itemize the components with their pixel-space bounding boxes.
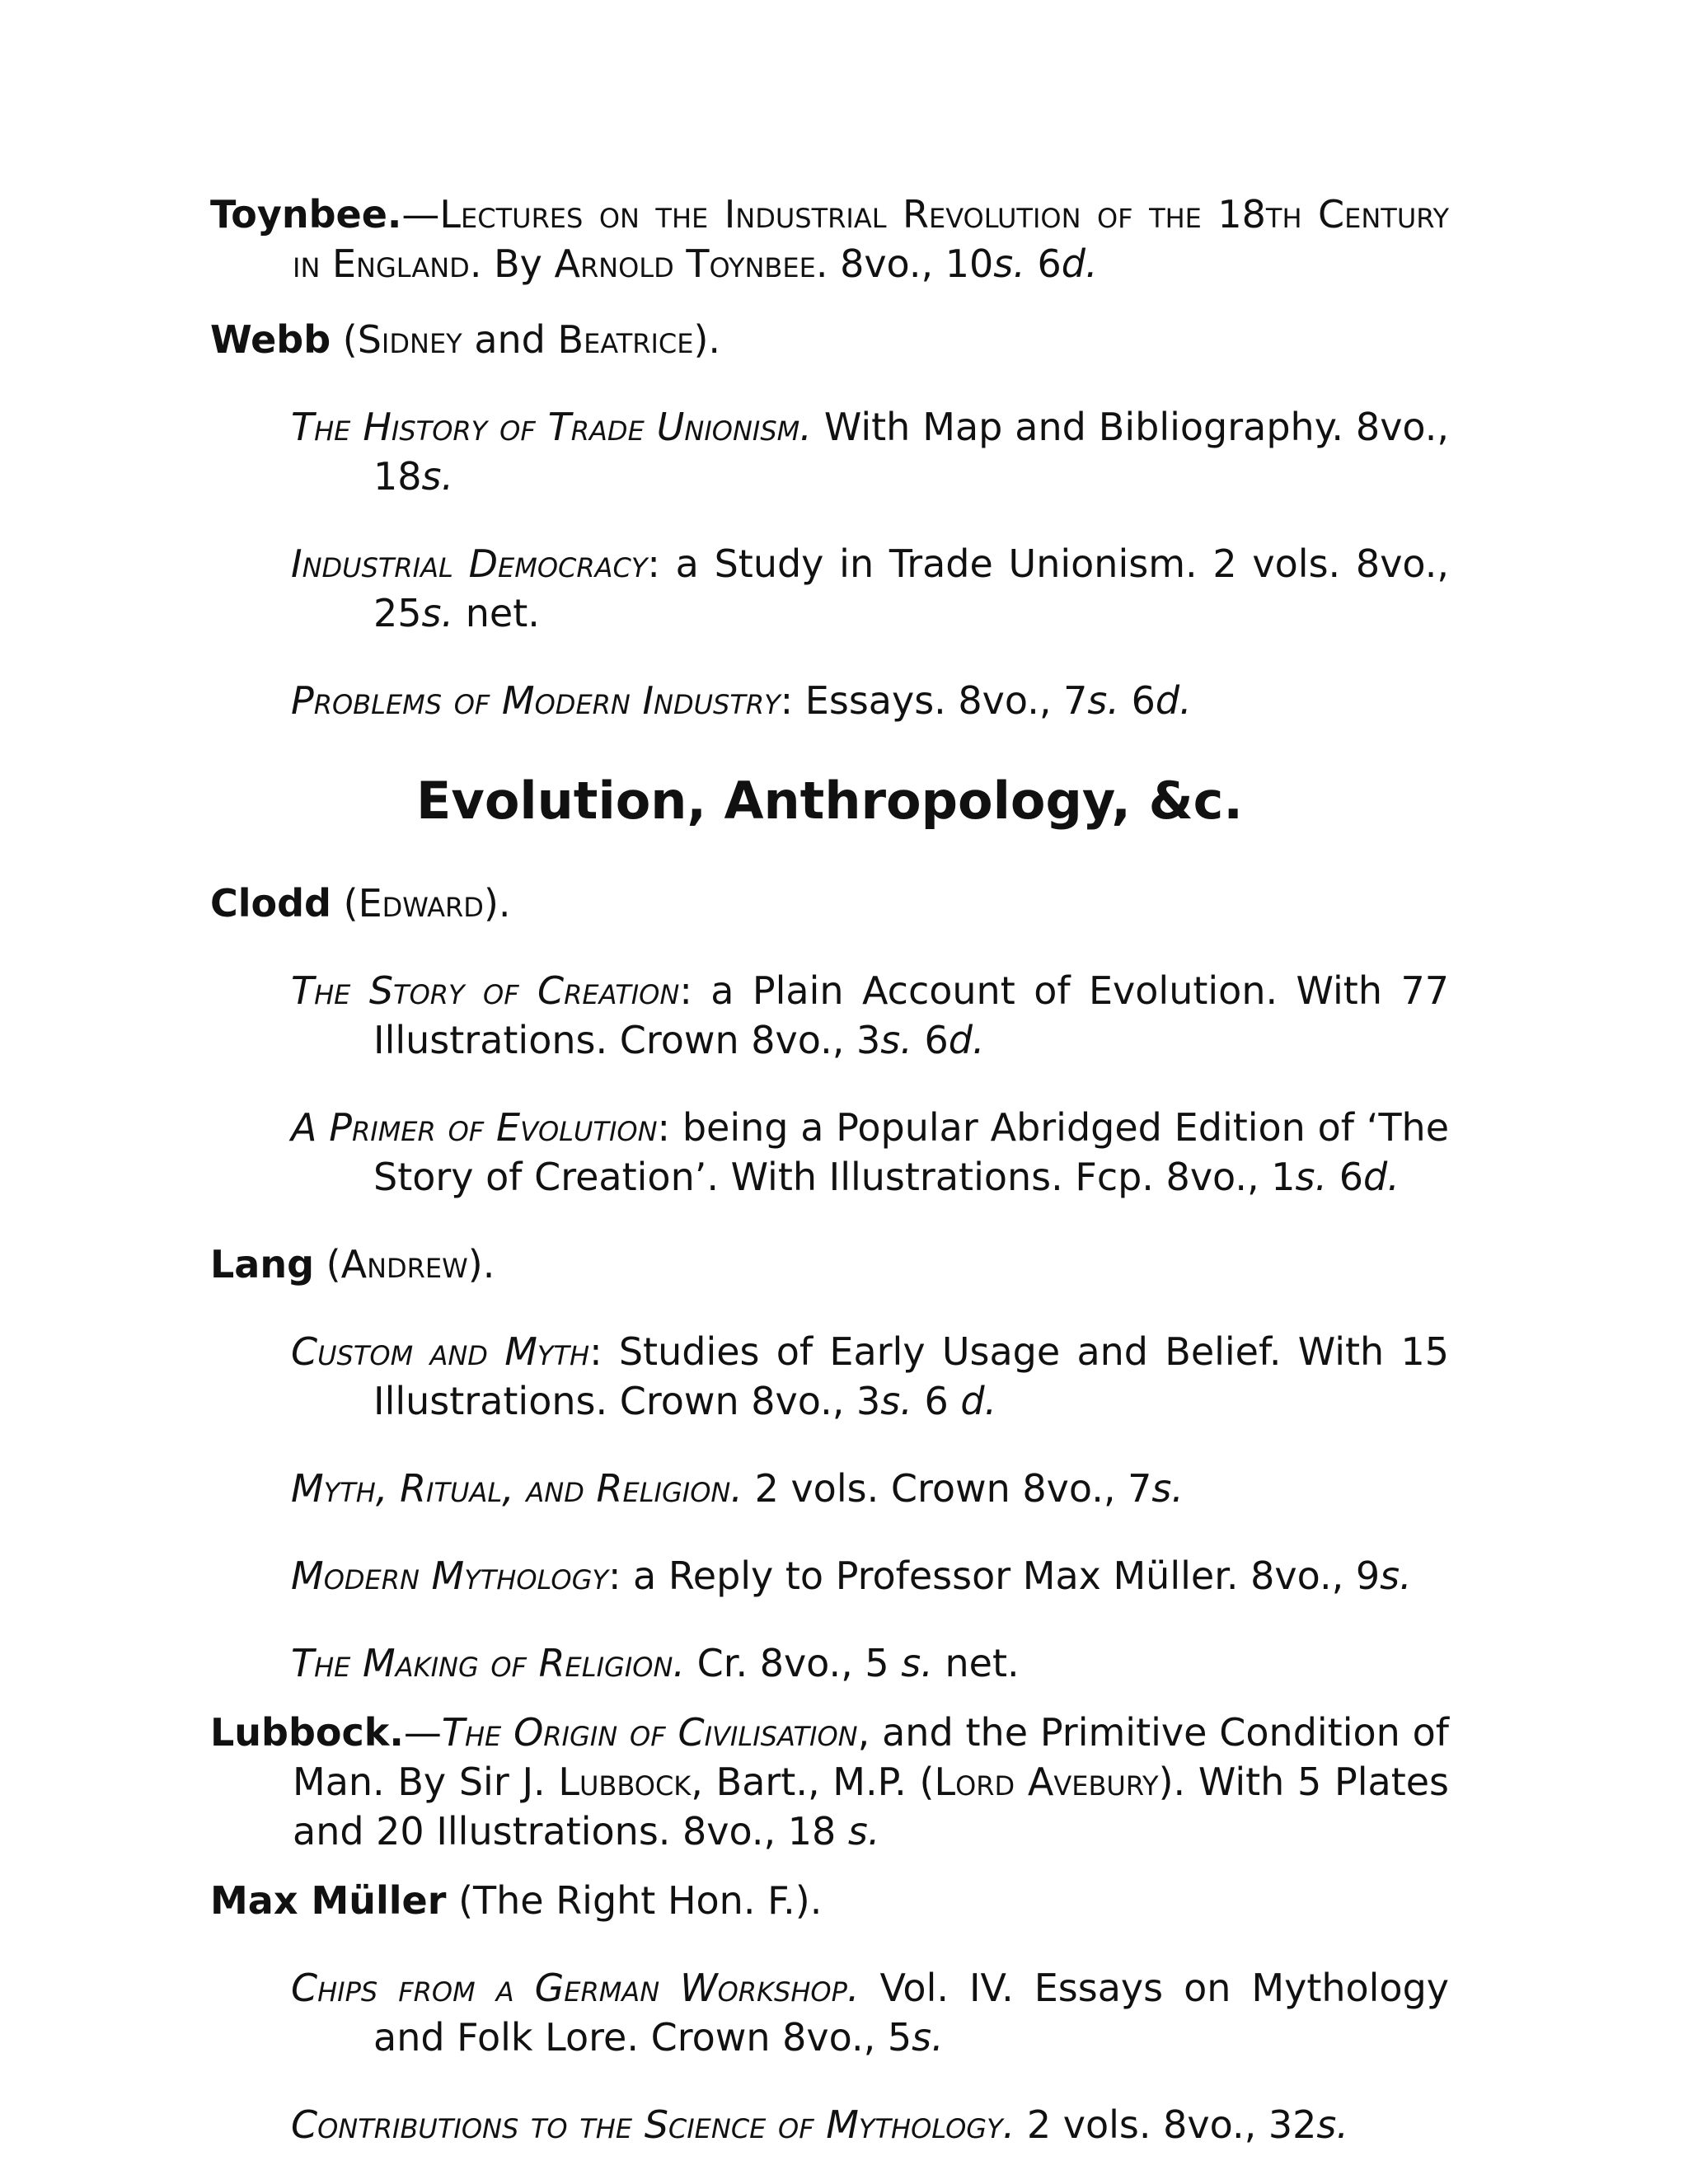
work-item	[210, 402, 1449, 501]
work-details: , Bart., M.P. (	[691, 1760, 935, 1804]
entry-max-muller	[210, 1876, 1449, 1925]
work-details: : Studies of Early Usage and Belief. With 15 Illustrations. Crown 8vo., 3	[373, 1329, 1449, 1423]
pence: d.	[1061, 241, 1098, 286]
price-mid: 6	[912, 1018, 949, 1062]
price: . 8vo., 10	[815, 241, 994, 286]
entry-lang	[210, 1240, 1449, 1289]
pence: d.	[948, 1018, 985, 1062]
author-fullname: Arnold Toynbee	[554, 241, 816, 286]
pence: d.	[960, 1379, 997, 1423]
work-item	[210, 676, 1449, 725]
author-title: Lord Avebury	[934, 1760, 1159, 1804]
work-details: : a Plain Account of Evolution. With 77 Illustrations. Crown 8vo., 3	[373, 968, 1449, 1062]
author-name: Webb	[210, 317, 331, 362]
work-details: With Map and Bibliography. 8vo., 18	[373, 405, 1450, 499]
shillings: s.	[1295, 1155, 1328, 1199]
dash: —	[401, 192, 440, 237]
author-name: Toynbee.	[210, 192, 402, 237]
author-name: Lubbock.	[210, 1710, 404, 1755]
author-firstname: Beatrice	[557, 317, 694, 362]
work-item	[210, 539, 1449, 638]
work-title: Chips from a German Workshop.	[291, 1966, 860, 2010]
work-item	[210, 1963, 1449, 2062]
entry-clodd	[210, 879, 1449, 928]
shillings: s.	[421, 454, 454, 499]
paren-open: (	[314, 1242, 341, 1286]
work-details: : Essays. 8vo., 7	[780, 678, 1088, 723]
work-details: Vol. IV. Essays on Mythology and Folk Lore. Crown 8vo., 5	[373, 1966, 1450, 2060]
shillings: s.	[901, 1641, 933, 1685]
work-details: 2 vols. 8vo., 32	[1015, 2102, 1317, 2147]
price-mid: 6	[1327, 1155, 1363, 1199]
work-title: Contributions to the Science of Mythology.	[291, 2102, 1015, 2147]
work-details: Cr. 8vo., 5	[685, 1641, 902, 1685]
shillings: s.	[1151, 1466, 1184, 1511]
work-title: Problems of Modern Industry	[291, 678, 781, 723]
dash: —	[403, 1710, 442, 1755]
work-details: ). With 5 Plates and 20 Illustrations. 8vo., 18	[293, 1760, 1449, 1854]
shillings: s.	[880, 1379, 912, 1423]
author-name: Clodd	[210, 881, 331, 926]
work-title: Industrial Democracy	[291, 541, 648, 586]
work-title: Modern Mythology	[291, 1554, 608, 1598]
pence: d.	[1155, 678, 1192, 723]
work-details-tail: net.	[932, 1641, 1020, 1685]
work-title: A Primer of Evolution	[291, 1105, 658, 1150]
price-mid: 6	[912, 1379, 961, 1423]
author-name: Lang	[210, 1242, 315, 1286]
shillings: s.	[1316, 2102, 1348, 2147]
work-item	[210, 1638, 1449, 1688]
work-item	[210, 966, 1449, 1065]
paren-close: ).	[693, 317, 721, 362]
book-title: Lectures on the Industrial Revolution of the 18th Century in England	[293, 192, 1449, 286]
work-details-tail: net.	[453, 591, 540, 635]
author-name: Max Müller	[210, 1878, 447, 1923]
work-title: The Making of Religion.	[291, 1641, 686, 1685]
author-firstname: Edward	[358, 881, 484, 926]
work-item	[210, 1327, 1449, 1426]
price-mid: 6	[1025, 241, 1062, 286]
price-mid: 6	[1118, 678, 1156, 723]
shillings: s.	[847, 1809, 880, 1854]
work-details: : a Study in Trade Unionism. 2 vols. 8vo., 25	[373, 541, 1449, 635]
work-title: The History of Trade Unionism.	[291, 405, 812, 449]
shillings: s.	[880, 1018, 912, 1062]
paren-open: (	[331, 317, 358, 362]
shillings: s.	[912, 2015, 944, 2060]
shillings: s.	[1380, 1554, 1412, 1598]
work-item	[210, 1464, 1449, 1513]
shillings: s.	[421, 591, 454, 635]
work-details: : being a Popular Abridged Edition of ‘The Story of Creation’. With Illustrations. Fcp. 8vo., 1	[373, 1105, 1449, 1199]
work-title: Custom and Myth	[291, 1329, 590, 1374]
work-item	[210, 1551, 1449, 1601]
work-title: Myth, Ritual, and Religion.	[291, 1466, 743, 1511]
paren-close: ).	[467, 1242, 495, 1286]
section-heading: Evolution, Anthropology, &c.	[416, 771, 1243, 831]
author-surname: Lubbock	[558, 1760, 692, 1804]
entry-lubbock	[210, 1708, 1449, 1856]
entry-toynbee	[210, 190, 1449, 288]
author-qualifier: (The Right Hon. F.).	[446, 1878, 823, 1923]
work-details: : a Reply to Professor Max Müller. 8vo., 9	[607, 1554, 1381, 1598]
entry-webb	[210, 315, 1449, 364]
pence: d.	[1363, 1155, 1400, 1199]
shillings: s.	[1087, 678, 1119, 723]
work-details: , and the Primitive Condition of Man. By Sir J.	[293, 1710, 1450, 1804]
work-item	[210, 2100, 1449, 2149]
work-title: The Story of Creation	[291, 968, 680, 1013]
author-firstname: Andrew	[340, 1242, 468, 1286]
conjunction: and	[462, 317, 558, 362]
byline: . By	[469, 241, 555, 286]
work-item	[210, 1103, 1449, 1202]
author-firstname: Sidney	[357, 317, 462, 362]
shillings: s.	[993, 241, 1025, 286]
book-title: The Origin of Civilisation	[441, 1710, 858, 1755]
paren-open: (	[331, 881, 359, 926]
paren-close: ).	[483, 881, 511, 926]
work-details: 2 vols. Crown 8vo., 7	[742, 1466, 1152, 1511]
